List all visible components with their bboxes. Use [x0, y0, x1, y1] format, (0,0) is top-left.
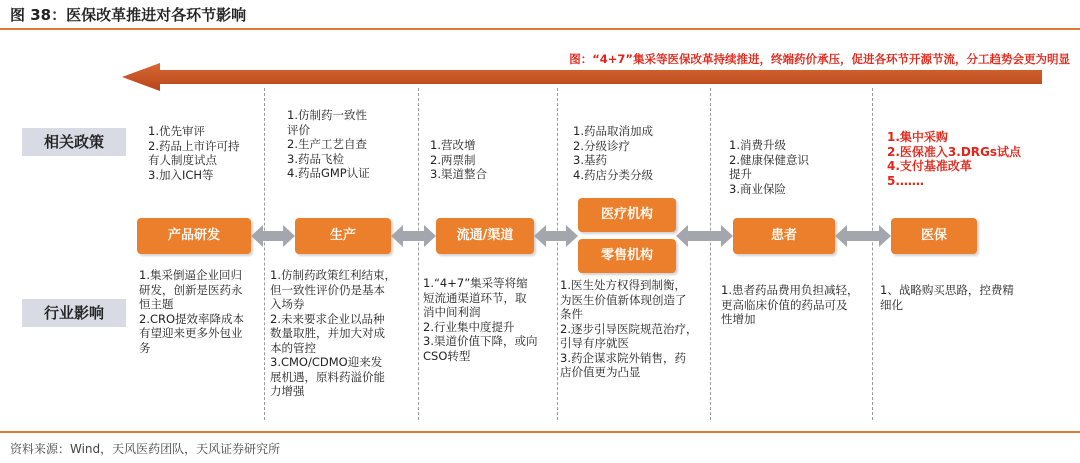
policy-list-terminal — [573, 124, 653, 182]
list-line: 店价值更为凸显 — [560, 365, 641, 379]
list-line: 数量取胜，并加大对成 — [270, 326, 385, 340]
column-separator — [557, 88, 558, 420]
impact-list-insurance — [880, 283, 1014, 312]
list-line: 本的管控 — [270, 340, 316, 355]
list-line: 提升 — [729, 167, 752, 181]
impact-list-patient — [721, 283, 858, 327]
list-line: 1.“4+7”集采等将缩 — [423, 276, 528, 290]
list-line: 2.两票制 — [430, 152, 476, 167]
column-separator — [418, 88, 419, 420]
list-line: 3.药品飞检 — [287, 151, 344, 166]
double-arrow-icon — [391, 222, 436, 250]
list-line: 有人制度试点 — [148, 153, 217, 167]
double-arrow-icon — [676, 222, 733, 250]
list-line: 1.集中采购 — [887, 130, 948, 144]
policy-list-distribution — [430, 138, 487, 182]
arrow-note: 图：“4+7”集采等医保改革持续推进，终端药价承压，促进各环节开源节流，分工趋势会更为明显 — [569, 52, 1070, 66]
list-line: 消中间利润 — [423, 305, 481, 319]
stage-patient: 患者 — [733, 218, 835, 254]
list-line: 3.药企谋求院外销售，药 — [560, 350, 686, 365]
list-line: 力增强 — [270, 384, 305, 398]
impact-list-terminal — [560, 278, 697, 380]
list-line: 为医生价值新体现创造了 — [560, 292, 687, 307]
list-line: 更高临床价值的药品可及 — [721, 297, 848, 312]
list-line: 2.未来要求企业以品种 — [270, 311, 385, 326]
list-line: 3.渠道整合 — [430, 167, 487, 181]
list-line: 条件 — [560, 307, 583, 321]
list-line: CSO转型 — [423, 348, 471, 363]
list-line: 1.消费升级 — [729, 138, 786, 152]
impact-list-production — [270, 268, 396, 399]
list-line: 3.商业保险 — [729, 181, 786, 196]
column-separator — [710, 88, 711, 420]
list-line: 1.仿制药一致性 — [287, 108, 367, 122]
stage-insurance: 医保 — [891, 218, 977, 254]
list-line: 细化 — [880, 297, 903, 312]
list-line: 1.集采倒逼企业回归 — [139, 268, 242, 282]
list-line: 3.渠道价值下降，或向 — [423, 334, 538, 348]
list-line: 4.药店分类分级 — [573, 167, 653, 182]
stage-production: 生产 — [295, 218, 391, 254]
list-line: 1.医生处方权得到制衡， — [560, 278, 686, 292]
list-line: 5.…… — [887, 173, 924, 188]
policy-list-patient — [729, 138, 809, 196]
list-line: 短流通渠道环节，取 — [423, 290, 527, 305]
list-line: 4.支付基准改革 — [887, 159, 972, 173]
list-line: 性增加 — [721, 312, 756, 326]
double-arrow-icon — [534, 222, 578, 250]
list-line: 2.健康保健意识 — [729, 152, 809, 167]
policy-list-rd — [148, 124, 239, 182]
list-line: 3.基药 — [573, 153, 607, 167]
list-line: 引导有序就医 — [560, 336, 629, 350]
list-line: 1、战略购买思路，控费精 — [880, 283, 1014, 297]
list-line: 1.药品取消加成 — [573, 124, 653, 138]
row-label-impact: 行业影响 — [22, 299, 126, 327]
list-line: 2.医保准入3.DRGs试点 — [887, 144, 1022, 159]
policy-list-insurance — [887, 130, 1021, 188]
list-line: 2.逐步引导医院规范治疗， — [560, 321, 698, 336]
list-line: 研发，创新是医药永 — [139, 282, 243, 297]
list-line: 2.药品上市许可持 — [148, 138, 240, 153]
impact-list-rd — [139, 268, 244, 355]
list-line: 3.CMO/CDMO迎来发 — [270, 355, 383, 369]
list-line: 3.加入ICH等 — [148, 167, 214, 182]
stage-rd: 产品研发 — [137, 218, 251, 254]
row-label-policy: 相关政策 — [22, 128, 126, 156]
list-line: 务 — [139, 340, 151, 355]
list-line: 评价 — [287, 122, 310, 137]
bottom-rule — [0, 431, 1080, 433]
list-line: 恒主题 — [139, 297, 174, 311]
source-note: 资料来源：Wind，天风医药团队，天风证券研究所 — [10, 442, 281, 456]
list-line: 展机遇，原料药溢价能 — [270, 369, 385, 384]
top-rule — [0, 28, 1080, 30]
list-line: 有望迎来更多外包业 — [139, 326, 243, 340]
list-line: 1.仿制药政策红利结束， — [270, 268, 396, 282]
double-arrow-icon — [835, 222, 891, 250]
double-arrow-icon — [251, 222, 295, 250]
list-line: 2.行业集中度提升 — [423, 319, 515, 334]
list-line: 2.生产工艺自查 — [287, 137, 367, 151]
figure-title: 图 38：医保改革推进对各环节影响 — [10, 6, 247, 24]
column-separator — [264, 88, 265, 420]
list-line: 1.患者药品费用负担减轻， — [721, 283, 859, 297]
impact-list-distribution — [423, 276, 537, 363]
column-separator — [872, 88, 873, 420]
stage-medical-institution: 医疗机构 — [578, 198, 676, 232]
list-line: 2.CRO提效率降成本 — [139, 311, 245, 326]
list-line: 但一致性评价仍是基本 — [270, 282, 385, 297]
stage-retail-institution: 零售机构 — [578, 239, 676, 273]
list-line: 2.分级诊疗 — [573, 138, 630, 153]
stage-distribution: 流通/渠道 — [436, 218, 534, 254]
list-line: 1.优先审评 — [148, 124, 205, 138]
list-line: 4.药品GMP认证 — [287, 166, 370, 180]
policy-list-production — [287, 108, 370, 181]
list-line: 1.营改增 — [430, 138, 476, 152]
list-line: 入场券 — [270, 297, 305, 311]
